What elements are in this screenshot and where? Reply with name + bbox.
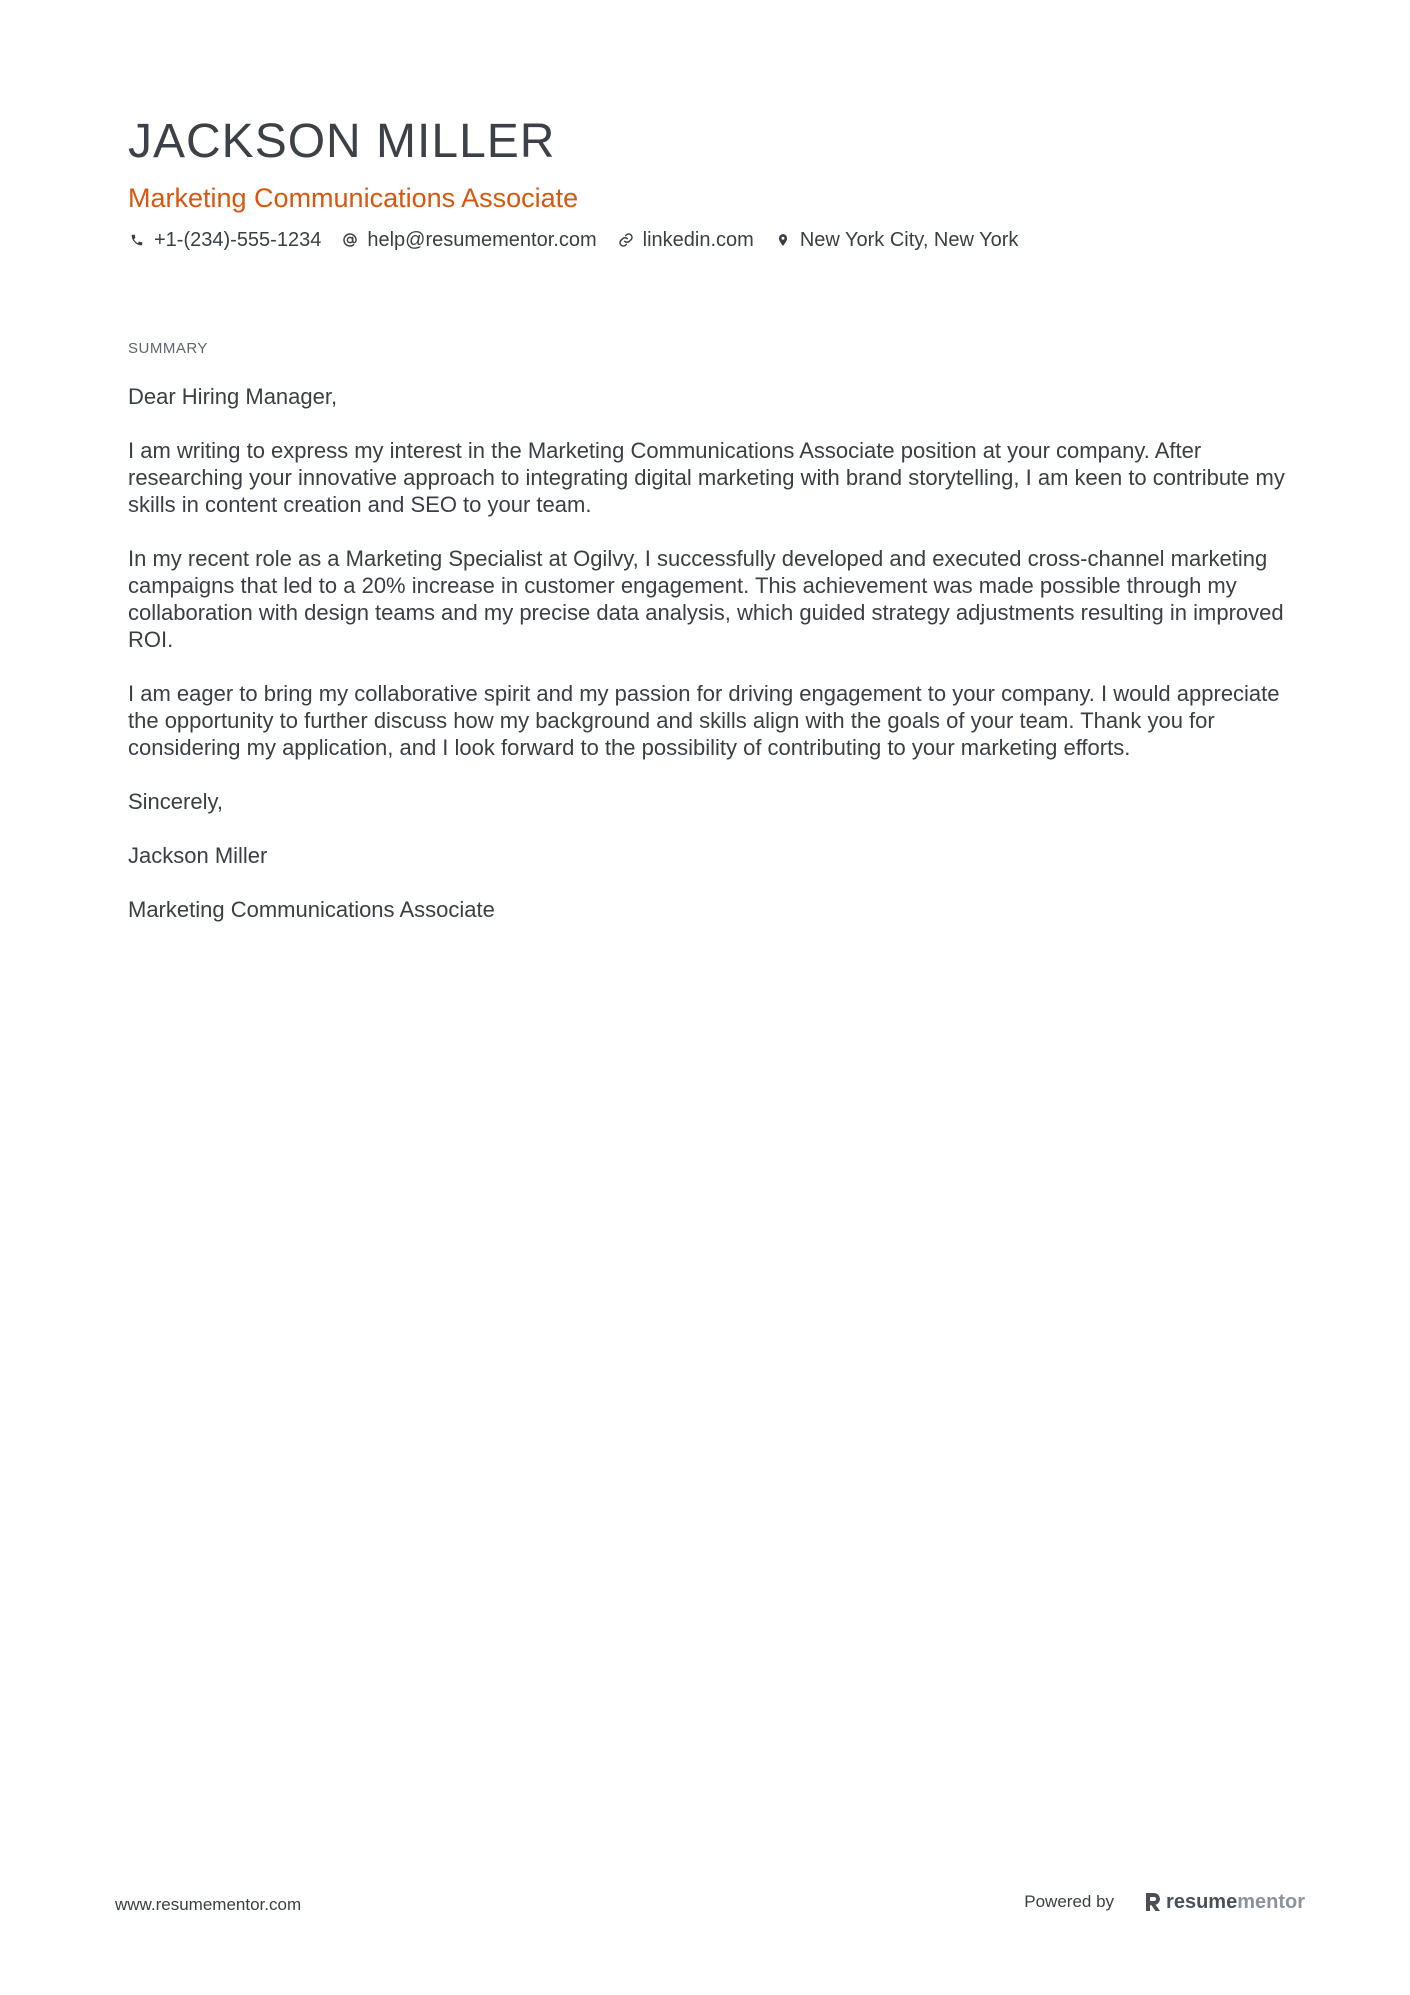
- contact-link[interactable]: [617, 224, 754, 256]
- brand-logo[interactable]: [1144, 1890, 1305, 1914]
- signature-title: Marketing Communications Associate: [128, 897, 495, 922]
- letter-greeting: Dear Hiring Manager,: [128, 384, 338, 409]
- footer-branding: [1024, 1890, 1305, 1914]
- brand-text-bold: resume: [1166, 1891, 1238, 1913]
- contact-email-text[interactable]: help@resumementor.com: [367, 229, 597, 251]
- powered-by-label: Powered by: [1024, 1892, 1115, 1911]
- letter-paragraph: I am eager to bring my collaborative spirit and my passion for driving engagement to your company. I would appreciate the opportunity to further discuss how my background and skills align with the goals of your team. Thank you for considering my application, and I look forward to the possibility of contributing to your marketing efforts.: [128, 681, 1280, 760]
- contact-phone-text: +1-(234)-555-1234: [154, 229, 322, 251]
- contact-link-text[interactable]: linkedin.com: [642, 229, 754, 251]
- applicant-name: JACKSON MILLER: [128, 115, 556, 168]
- brand-text-light: mentor: [1237, 1891, 1305, 1913]
- location-pin-icon: [774, 231, 792, 249]
- contact-row: [128, 224, 1038, 256]
- contact-location-text: New York City, New York: [799, 229, 1019, 251]
- letter-body: [128, 383, 1298, 950]
- signature-name: Jackson Miller: [128, 843, 268, 868]
- section-heading-summary: SUMMARY: [128, 340, 208, 357]
- link-icon: [617, 231, 635, 249]
- at-icon: [341, 231, 359, 249]
- letter-paragraph: In my recent role as a Marketing Specialist at Ogilvy, I successfully developed and executed cross-channel marketing campaigns that led to a 20% increase in customer engagement. This achievement was made possible through my collaboration with design teams and my precise data analysis, which guided strategy adjustments resulting in improved ROI.: [128, 546, 1284, 652]
- contact-location: [774, 224, 1019, 256]
- letter-closing: Sincerely,: [128, 789, 223, 814]
- phone-icon: [128, 231, 146, 249]
- letter-paragraph: I am writing to express my interest in the Marketing Communications Associate position at your company. After researching your innovative approach to integrating digital marketing with brand storytelling, I am keen to contribute my skills in content creation and SEO to your team.: [128, 438, 1285, 517]
- applicant-role: Marketing Communications Associate: [128, 183, 579, 213]
- footer-website[interactable]: www.resumementor.com: [115, 1895, 302, 1914]
- resumementor-logo-icon: [1144, 1891, 1162, 1913]
- contact-phone: [128, 224, 321, 256]
- contact-email[interactable]: [341, 224, 596, 256]
